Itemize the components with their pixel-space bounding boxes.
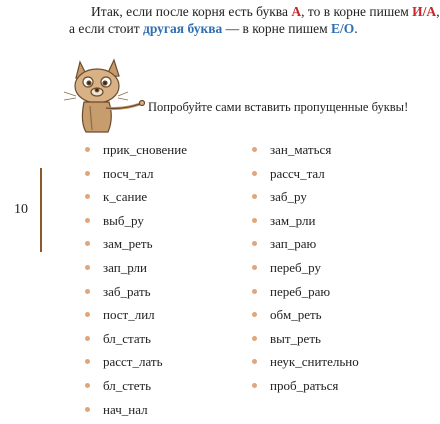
- exercise-word: зам_рли: [252, 212, 359, 236]
- exercise-word: нач_нал: [85, 401, 187, 424]
- bullet-icon: [85, 359, 90, 364]
- bullet-icon: [252, 289, 257, 294]
- exercise-word: переб_ру: [252, 259, 359, 283]
- bullet-icon: [85, 336, 90, 341]
- exercise-word: к_сание: [85, 188, 187, 212]
- rule-line-1: Итак, если после корня есть буква А, то в корне пишем И/А,: [91, 4, 440, 19]
- bullet-icon: [85, 265, 90, 270]
- exercise-word: заб_ру: [252, 188, 359, 212]
- bullet-icon: [85, 383, 90, 388]
- bullet-icon: [85, 147, 90, 152]
- bullet-icon: [252, 218, 257, 223]
- exercise-word: пост_лил: [85, 306, 187, 330]
- rule-line-2: а если стоит другая буква — в корне пишем Е/О.: [69, 21, 358, 36]
- bullet-icon: [252, 336, 257, 341]
- exercise-word: обм_реть: [252, 306, 359, 330]
- exercise-word: зан_маться: [252, 141, 359, 165]
- exercise-word: зап_раю: [252, 235, 359, 259]
- bullet-icon: [85, 241, 90, 246]
- exercise-word: заб_рать: [85, 283, 187, 307]
- bullet-icon: [85, 218, 90, 223]
- exercise-word: неук_снительно: [252, 353, 359, 377]
- bullet-icon: [85, 289, 90, 294]
- bullet-icon: [252, 359, 257, 364]
- bullet-icon: [252, 265, 257, 270]
- bullet-icon: [252, 312, 257, 317]
- page-number: 10: [14, 202, 28, 217]
- bullet-icon: [252, 147, 257, 152]
- rule-ia: И/А: [412, 4, 437, 19]
- exercise-word: бл_стать: [85, 330, 187, 354]
- letter-a: А: [291, 4, 302, 19]
- exercise-word: выб_ру: [85, 212, 187, 236]
- bullet-icon: [252, 194, 257, 199]
- exercise-word: прик_сновение: [85, 141, 187, 165]
- exercise-word: расст_лать: [85, 353, 187, 377]
- bullet-icon: [85, 171, 90, 176]
- exercise-word: зам_реть: [85, 235, 187, 259]
- exercise-word: выт_реть: [252, 330, 359, 354]
- bullet-icon: [85, 407, 90, 412]
- bullet-icon: [85, 312, 90, 317]
- bullet-icon: [85, 194, 90, 199]
- exercise-word: зап_рли: [85, 259, 187, 283]
- page-divider: [40, 168, 42, 252]
- exercise-word: рассч_тал: [252, 165, 359, 189]
- exercise-column-left: [85, 141, 187, 424]
- instruction-caption: Попробуйте сами вставить пропущенные буквы!: [148, 100, 409, 114]
- exercise-word: переб_раю: [252, 283, 359, 307]
- cat-illustration: [62, 52, 147, 134]
- exercise-word: проб_раться: [252, 377, 359, 401]
- bullet-icon: [252, 171, 257, 176]
- exercise-column-right: [252, 141, 359, 401]
- bullet-icon: [252, 241, 257, 246]
- other-letter-phrase: другая буква: [143, 21, 223, 36]
- rule-eo: Е/О: [331, 21, 355, 36]
- bullet-icon: [252, 383, 257, 388]
- exercise-word: бл_стеть: [85, 377, 187, 401]
- exercise-word: посч_тал: [85, 165, 187, 189]
